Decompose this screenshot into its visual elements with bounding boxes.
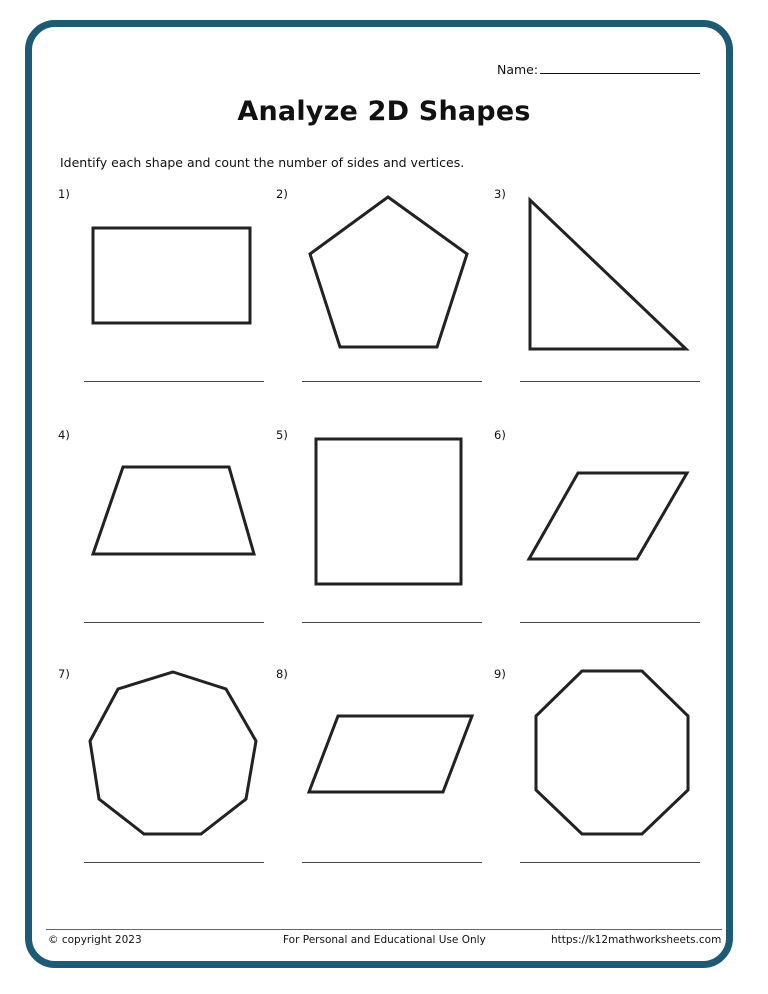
question-number: 4) — [58, 428, 70, 442]
question-number: 5) — [276, 428, 288, 442]
page-title: Analyze 2D Shapes — [237, 96, 531, 127]
trapezoid-icon — [93, 467, 254, 554]
answer-line[interactable] — [302, 381, 482, 382]
instructions: Identify each shape and count the number of sides and vertices. — [60, 155, 465, 170]
name-label: Name: — [497, 62, 539, 77]
rectangle-icon — [93, 228, 250, 323]
rhombus-icon — [529, 473, 687, 559]
question-number: 7) — [58, 667, 70, 681]
octagon-icon — [536, 671, 688, 834]
right-triangle-icon — [530, 200, 686, 349]
nonagon-icon — [90, 672, 256, 834]
question-number: 9) — [494, 667, 506, 681]
square-icon — [316, 439, 461, 584]
answer-line[interactable] — [302, 862, 482, 863]
question-number: 8) — [276, 667, 288, 681]
pentagon-icon — [310, 197, 467, 347]
answer-line[interactable] — [520, 862, 700, 863]
footer-url[interactable]: https://k12mathworksheets.com — [551, 934, 722, 946]
answer-line[interactable] — [84, 862, 264, 863]
question-number: 6) — [494, 428, 506, 442]
answer-line[interactable] — [520, 381, 700, 382]
footer-copyright: © copyright 2023 — [48, 934, 142, 946]
answer-line[interactable] — [302, 622, 482, 623]
parallelogram-icon — [309, 716, 472, 792]
answer-line[interactable] — [84, 381, 264, 382]
question-number: 3) — [494, 187, 506, 201]
footer-divider — [46, 929, 722, 930]
answer-line[interactable] — [84, 622, 264, 623]
footer-usage: For Personal and Educational Use Only — [283, 934, 486, 946]
question-number: 1) — [58, 187, 70, 201]
answer-line[interactable] — [520, 622, 700, 623]
question-number: 2) — [276, 187, 288, 201]
